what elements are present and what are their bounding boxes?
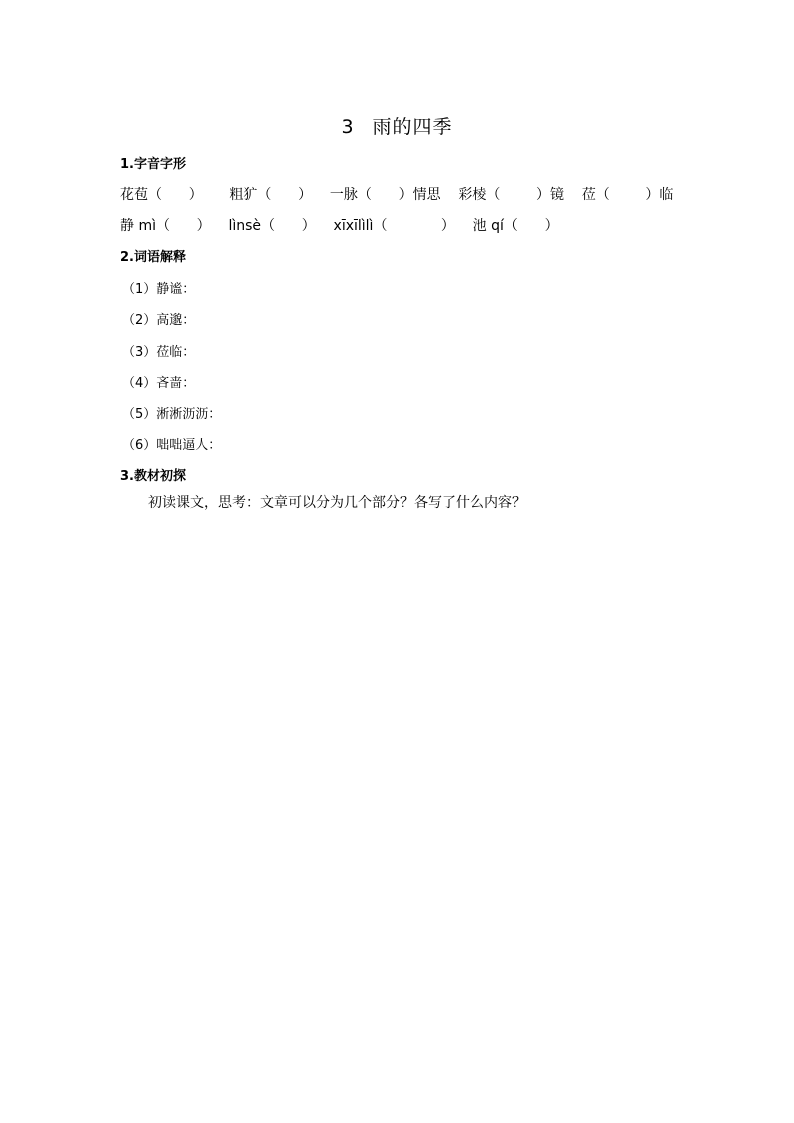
pronunciation-line-1: 花苞（ ） 粗犷（ ） 一脉（ ）情思 彩棱（ ）镜 莅（ ）临 (120, 187, 674, 203)
lesson-number: 3 (341, 116, 355, 138)
section-heading-vocabulary: 2.词语解释 (120, 250, 186, 265)
vocab-item-2: （2）高邈： (122, 313, 196, 328)
section-heading-pronunciation: 1.字音字形 (120, 157, 186, 172)
lesson-title: 雨的四季 (372, 116, 453, 138)
text-study-question: 初读课文，思考：文章可以分为几个部分？各写了什么内容？ (148, 495, 526, 511)
section-heading-text-study: 3.教材初探 (120, 469, 186, 484)
vocab-item-6: （6）咄咄逼人： (122, 438, 222, 453)
vocab-item-5: （5）淅淅沥沥： (122, 407, 222, 422)
document-title (0, 112, 794, 139)
vocab-item-1: （1）静谧： (122, 282, 196, 297)
pronunciation-line-2: 静 mì（ ） lìnsè（ ） xīxīlìlì（ ） 池 qí（ ） (120, 218, 559, 234)
vocab-item-4: （4）吝啬： (122, 376, 196, 391)
vocab-item-3: （3）莅临： (122, 345, 196, 360)
